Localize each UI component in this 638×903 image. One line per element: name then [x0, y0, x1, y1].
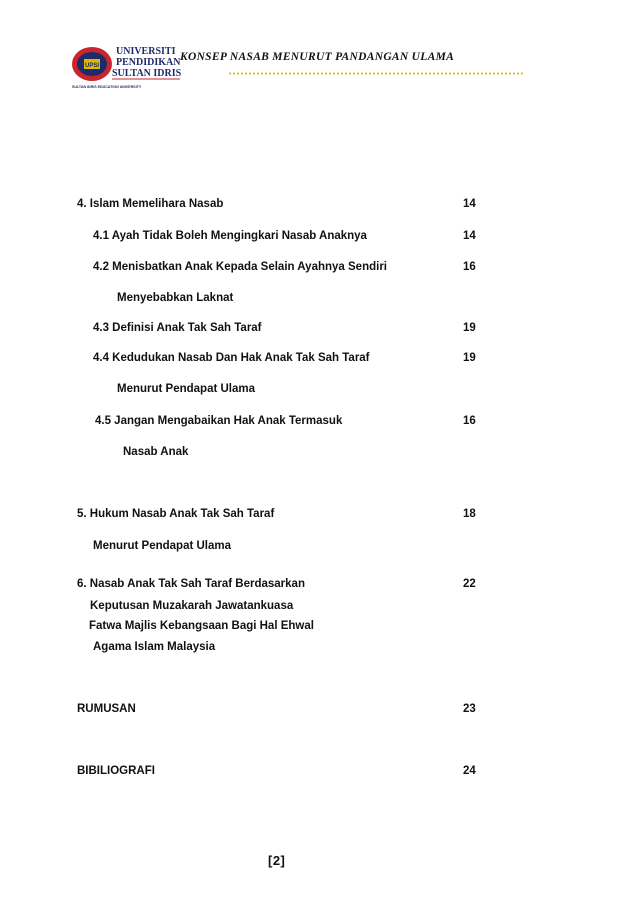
toc-page-4-2: 16: [463, 261, 476, 273]
toc-entry-rumusan: RUMUSAN: [77, 703, 136, 715]
toc-entry-5-cont: Menurut Pendapat Ulama: [93, 540, 232, 552]
university-logo: [70, 42, 182, 90]
toc-page-rumusan: 23: [463, 703, 476, 715]
toc-entry-4-2-cont: Menyebabkan Laknat: [117, 292, 234, 304]
svg-text:SULTAN IDRIS EDUCATION UNIVERS: SULTAN IDRIS EDUCATION UNIVERSITY: [72, 85, 142, 89]
toc-entry-4-3: 4.3 Definisi Anak Tak Sah Taraf: [93, 322, 262, 334]
toc-page-4-5: 16: [463, 415, 476, 427]
toc-entry-4: 4. Islam Memelihara Nasab: [77, 198, 224, 210]
page-header: [0, 0, 638, 100]
svg-text:UNIVERSITI: UNIVERSITI: [116, 46, 176, 57]
toc-entry-4-5: 4.5 Jangan Mengabaikan Hak Anak Termasuk: [95, 415, 343, 427]
toc-page-4-4: 19: [463, 352, 476, 364]
svg-text:PENDIDIKAN: PENDIDIKAN: [116, 57, 181, 68]
toc-entry-5: 5. Hukum Nasab Anak Tak Sah Taraf: [77, 508, 275, 520]
svg-text:UPSI: UPSI: [84, 63, 100, 69]
toc-page-4-3: 19: [463, 322, 476, 334]
toc-entry-6-cont-3: Agama Islam Malaysia: [93, 641, 216, 653]
toc-page-4-1: 14: [463, 230, 476, 242]
toc-entry-4-2: 4.2 Menisbatkan Anak Kepada Selain Ayahnya Sendiri: [93, 261, 387, 273]
svg-text:SULTAN IDRIS: SULTAN IDRIS: [112, 68, 182, 79]
header-title: KONSEP NASAB MENURUT PANDANGAN ULAMA: [180, 51, 455, 63]
page-number: [2]: [268, 853, 286, 868]
toc-entry-6-cont-2: Fatwa Majlis Kebangsaan Bagi Hal Ehwal: [89, 620, 314, 632]
toc-entry-6: 6. Nasab Anak Tak Sah Taraf Berdasarkan: [77, 578, 305, 590]
toc-page-5: 18: [463, 508, 476, 520]
toc-entry-4-4-cont: Menurut Pendapat Ulama: [117, 383, 256, 395]
toc-entry-4-1: 4.1 Ayah Tidak Boleh Mengingkari Nasab Anaknya: [93, 230, 367, 242]
toc-entry-6-cont-1: Keputusan Muzakarah Jawatankuasa: [90, 600, 294, 612]
toc-entry-4-5-cont: Nasab Anak: [123, 446, 189, 458]
toc-page-4: 14: [463, 198, 476, 210]
toc-entry-4-4: 4.4 Kedudukan Nasab Dan Hak Anak Tak Sah Taraf: [93, 352, 370, 364]
header-dotted-rule: [228, 72, 523, 75]
toc-page-6: 22: [463, 578, 476, 590]
toc-entry-bibliografi: BIBILIOGRAFI: [77, 765, 155, 777]
toc-page-bibliografi: 24: [463, 765, 476, 777]
